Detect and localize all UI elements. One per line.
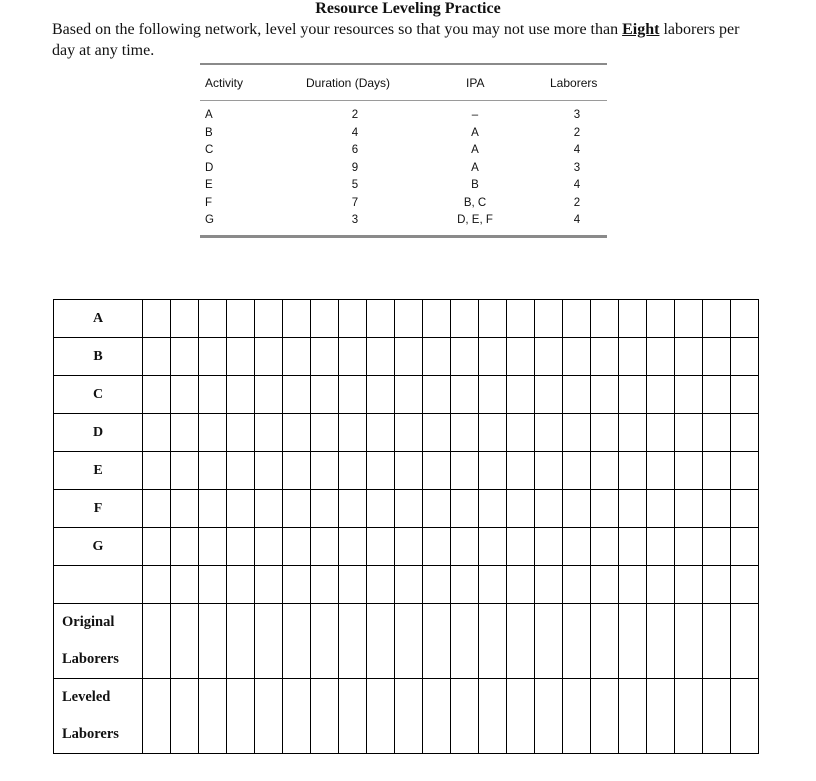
day-cell[interactable] (339, 376, 367, 414)
cell-laborers: 2 (573, 196, 581, 209)
table-bottom-rule (200, 235, 607, 238)
grid-row-d (54, 414, 759, 452)
day-cell[interactable] (311, 490, 339, 528)
day-cell[interactable] (731, 566, 759, 604)
day-cell[interactable] (171, 566, 199, 604)
day-cell[interactable] (591, 300, 619, 338)
header-ipa: IPA (466, 76, 485, 90)
day-cell[interactable] (395, 338, 423, 376)
day-cell[interactable] (199, 338, 227, 376)
day-cell[interactable] (507, 300, 535, 338)
day-cell[interactable] (451, 528, 479, 566)
day-cell[interactable] (395, 414, 423, 452)
day-cell[interactable] (199, 490, 227, 528)
instructions-text: Based on the following network, level your resources so that you may not use more than (52, 21, 623, 38)
grid-row-blank (54, 566, 759, 604)
day-cell[interactable] (451, 376, 479, 414)
day-cell[interactable] (311, 338, 339, 376)
day-cell[interactable] (703, 566, 731, 604)
day-cell[interactable] (731, 528, 759, 566)
day-cell[interactable] (339, 414, 367, 452)
cell-ipa: A (471, 161, 479, 174)
cell-laborers: 3 (573, 161, 581, 174)
day-cell[interactable] (395, 604, 423, 679)
day-cell[interactable] (703, 414, 731, 452)
day-cell[interactable] (507, 452, 535, 490)
header-laborers: Laborers (550, 76, 598, 90)
day-cell[interactable] (311, 528, 339, 566)
table-row (200, 212, 607, 230)
day-cell[interactable] (451, 414, 479, 452)
day-cell[interactable] (227, 376, 255, 414)
day-cell[interactable] (339, 452, 367, 490)
day-cell[interactable] (507, 338, 535, 376)
day-cell[interactable] (339, 338, 367, 376)
day-cell[interactable] (507, 566, 535, 604)
day-cell[interactable] (591, 490, 619, 528)
day-cell[interactable] (395, 452, 423, 490)
day-cell[interactable] (367, 566, 395, 604)
day-cell[interactable] (563, 604, 591, 679)
day-cell[interactable] (563, 414, 591, 452)
day-cell[interactable] (423, 679, 451, 754)
grid-row-a (54, 300, 759, 338)
day-cell[interactable] (535, 566, 563, 604)
table-header (200, 65, 607, 100)
day-cell[interactable] (367, 452, 395, 490)
day-cell[interactable] (703, 452, 731, 490)
day-cell[interactable] (563, 338, 591, 376)
day-cell[interactable] (339, 300, 367, 338)
day-cell[interactable] (479, 490, 507, 528)
day-cell[interactable] (535, 679, 563, 754)
table-row (200, 195, 607, 213)
cell-ipa: A (471, 126, 479, 139)
day-cell[interactable] (255, 452, 283, 490)
day-cell[interactable] (227, 528, 255, 566)
day-cell[interactable] (395, 376, 423, 414)
day-cell[interactable] (423, 528, 451, 566)
cell-ipa: B (471, 179, 479, 191)
day-cell[interactable] (311, 300, 339, 338)
cell-activity: A (205, 109, 213, 121)
day-cell[interactable] (479, 528, 507, 566)
day-cell[interactable] (675, 566, 703, 604)
day-cell[interactable] (143, 490, 171, 528)
day-cell[interactable] (395, 490, 423, 528)
day-cell[interactable] (675, 490, 703, 528)
day-cell[interactable] (619, 679, 647, 754)
cell-laborers: 4 (573, 179, 581, 191)
day-cell[interactable] (171, 679, 199, 754)
day-cell[interactable] (647, 300, 675, 338)
day-cell[interactable] (171, 376, 199, 414)
day-cell[interactable] (171, 528, 199, 566)
day-cell[interactable] (227, 679, 255, 754)
day-cell[interactable] (563, 376, 591, 414)
original-laborers-label-line: Original (62, 614, 115, 630)
day-cell[interactable] (171, 452, 199, 490)
grid-row-c (54, 376, 759, 414)
day-cell[interactable] (535, 528, 563, 566)
day-cell[interactable] (395, 300, 423, 338)
day-cell[interactable] (451, 300, 479, 338)
cell-activity: E (205, 179, 213, 191)
day-cell[interactable] (227, 490, 255, 528)
day-cell[interactable] (479, 414, 507, 452)
table-row (200, 142, 607, 160)
day-cell[interactable] (227, 566, 255, 604)
day-cell[interactable] (647, 414, 675, 452)
day-cell[interactable] (563, 490, 591, 528)
day-cell[interactable] (199, 452, 227, 490)
grid-row-g (54, 528, 759, 566)
day-cell[interactable] (423, 300, 451, 338)
day-cell[interactable] (283, 528, 311, 566)
day-cell[interactable] (283, 414, 311, 452)
day-cell[interactable] (507, 679, 535, 754)
day-cell[interactable] (283, 566, 311, 604)
day-cell[interactable] (339, 490, 367, 528)
day-cell[interactable] (535, 452, 563, 490)
day-cell[interactable] (591, 679, 619, 754)
day-cell[interactable] (703, 338, 731, 376)
day-cell[interactable] (675, 452, 703, 490)
day-cell[interactable] (423, 490, 451, 528)
day-cell[interactable] (283, 490, 311, 528)
day-cell[interactable] (199, 414, 227, 452)
cell-laborers: 4 (573, 144, 581, 156)
day-cell[interactable] (479, 376, 507, 414)
day-cell[interactable] (619, 376, 647, 414)
day-cell[interactable] (731, 490, 759, 528)
day-cell[interactable] (395, 528, 423, 566)
day-cell[interactable] (647, 566, 675, 604)
day-cell[interactable] (591, 528, 619, 566)
row-label: D (54, 414, 143, 452)
day-cell[interactable] (255, 414, 283, 452)
day-cell[interactable] (283, 679, 311, 754)
day-cell[interactable] (227, 452, 255, 490)
day-cell[interactable] (703, 604, 731, 679)
row-label: E (54, 452, 143, 490)
day-cell[interactable] (591, 338, 619, 376)
cell-duration: 6 (351, 144, 359, 156)
header-activity: Activity (205, 76, 244, 90)
day-cell[interactable] (395, 566, 423, 604)
max-laborers-emphasis: Eight (622, 21, 660, 38)
day-cell[interactable] (535, 338, 563, 376)
original-laborers-label (54, 604, 143, 679)
day-cell[interactable] (395, 679, 423, 754)
day-cell[interactable] (143, 452, 171, 490)
schedule-grid (53, 299, 759, 754)
cell-ipa: – (471, 109, 479, 121)
day-cell[interactable] (451, 490, 479, 528)
row-label: F (54, 490, 143, 528)
day-cell[interactable] (619, 604, 647, 679)
day-cell[interactable] (227, 604, 255, 679)
day-cell[interactable] (479, 679, 507, 754)
day-cell[interactable] (479, 300, 507, 338)
day-cell[interactable] (563, 566, 591, 604)
day-cell[interactable] (731, 300, 759, 338)
activity-table (200, 63, 607, 238)
day-cell[interactable] (367, 679, 395, 754)
day-cell[interactable] (675, 338, 703, 376)
day-cell[interactable] (339, 566, 367, 604)
day-cell[interactable] (507, 414, 535, 452)
day-cell[interactable] (647, 528, 675, 566)
day-cell[interactable] (311, 414, 339, 452)
cell-activity: D (205, 161, 214, 174)
day-cell[interactable] (619, 452, 647, 490)
day-cell[interactable] (255, 604, 283, 679)
day-cell[interactable] (731, 452, 759, 490)
day-cell[interactable] (451, 679, 479, 754)
leveled-laborers-label (54, 679, 143, 754)
header-duration: Duration (Days) (306, 76, 391, 90)
day-cell[interactable] (171, 490, 199, 528)
day-cell[interactable] (367, 300, 395, 338)
day-cell[interactable] (255, 679, 283, 754)
day-cell[interactable] (479, 604, 507, 679)
day-cell[interactable] (339, 528, 367, 566)
day-cell[interactable] (535, 300, 563, 338)
row-label: C (54, 376, 143, 414)
day-cell[interactable] (227, 300, 255, 338)
row-label: A (54, 300, 143, 338)
day-cell[interactable] (647, 338, 675, 376)
day-cell[interactable] (143, 604, 171, 679)
day-cell[interactable] (423, 452, 451, 490)
day-cell[interactable] (647, 679, 675, 754)
day-cell[interactable] (451, 452, 479, 490)
day-cell[interactable] (507, 604, 535, 679)
day-cell[interactable] (143, 414, 171, 452)
day-cell[interactable] (535, 414, 563, 452)
day-cell[interactable] (703, 490, 731, 528)
day-cell[interactable] (591, 604, 619, 679)
table-row (200, 107, 607, 125)
day-cell[interactable] (451, 338, 479, 376)
day-cell[interactable] (171, 604, 199, 679)
cell-duration: 9 (351, 161, 359, 174)
cell-duration: 3 (351, 214, 359, 226)
day-cell[interactable] (647, 376, 675, 414)
day-cell[interactable] (199, 376, 227, 414)
day-cell[interactable] (619, 490, 647, 528)
day-cell[interactable] (535, 376, 563, 414)
cell-duration: 5 (351, 179, 359, 191)
day-cell[interactable] (311, 452, 339, 490)
cell-ipa: A (471, 144, 479, 156)
day-cell[interactable] (563, 452, 591, 490)
row-label: B (54, 338, 143, 376)
day-cell[interactable] (563, 679, 591, 754)
cell-laborers: 4 (573, 214, 581, 226)
day-cell[interactable] (703, 528, 731, 566)
day-cell[interactable] (339, 604, 367, 679)
cell-activity: B (205, 126, 213, 139)
day-cell[interactable] (647, 604, 675, 679)
day-cell[interactable] (311, 604, 339, 679)
day-cell[interactable] (591, 414, 619, 452)
day-cell[interactable] (619, 414, 647, 452)
day-cell[interactable] (199, 300, 227, 338)
grid-row-f (54, 490, 759, 528)
day-cell[interactable] (171, 300, 199, 338)
day-cell[interactable] (143, 528, 171, 566)
day-cell[interactable] (367, 414, 395, 452)
day-cell[interactable] (311, 376, 339, 414)
day-cell[interactable] (227, 414, 255, 452)
day-cell[interactable] (255, 338, 283, 376)
day-cell[interactable] (255, 376, 283, 414)
day-cell[interactable] (199, 679, 227, 754)
day-cell[interactable] (675, 528, 703, 566)
day-cell[interactable] (479, 338, 507, 376)
day-cell[interactable] (255, 490, 283, 528)
day-cell[interactable] (479, 566, 507, 604)
day-cell[interactable] (507, 376, 535, 414)
original-laborers-label-line: Laborers (62, 651, 119, 667)
day-cell[interactable] (339, 679, 367, 754)
row-label: G (54, 528, 143, 566)
day-cell[interactable] (283, 338, 311, 376)
day-cell[interactable] (731, 679, 759, 754)
day-cell[interactable] (227, 338, 255, 376)
cell-activity: G (205, 214, 214, 226)
day-cell[interactable] (423, 414, 451, 452)
day-cell[interactable] (703, 300, 731, 338)
day-cell[interactable] (703, 376, 731, 414)
day-cell[interactable] (311, 679, 339, 754)
day-cell[interactable] (591, 452, 619, 490)
day-cell[interactable] (283, 604, 311, 679)
day-cell[interactable] (703, 679, 731, 754)
day-cell[interactable] (423, 604, 451, 679)
day-cell[interactable] (143, 679, 171, 754)
day-cell[interactable] (199, 566, 227, 604)
leveled-laborers-label-line: Laborers (62, 726, 119, 742)
day-cell[interactable] (619, 528, 647, 566)
day-cell[interactable] (171, 338, 199, 376)
grid-row-leveled-laborers (54, 679, 759, 754)
cell-ipa: B, C (463, 196, 487, 209)
day-cell[interactable] (479, 452, 507, 490)
cell-laborers: 3 (573, 109, 581, 121)
day-cell[interactable] (143, 300, 171, 338)
day-cell[interactable] (619, 300, 647, 338)
day-cell[interactable] (255, 300, 283, 338)
day-cell[interactable] (199, 604, 227, 679)
day-cell[interactable] (143, 376, 171, 414)
day-cell[interactable] (283, 452, 311, 490)
day-cell[interactable] (507, 528, 535, 566)
table-body (200, 101, 607, 235)
day-cell[interactable] (731, 376, 759, 414)
day-cell[interactable] (675, 414, 703, 452)
leveled-laborers-label-line: Leveled (62, 689, 111, 705)
day-cell[interactable] (283, 300, 311, 338)
cell-duration: 2 (351, 109, 359, 121)
day-cell[interactable] (507, 490, 535, 528)
table-row (200, 160, 607, 178)
day-cell[interactable] (731, 604, 759, 679)
day-cell[interactable] (535, 490, 563, 528)
day-cell[interactable] (171, 414, 199, 452)
cell-ipa: D, E, F (457, 214, 493, 226)
day-cell[interactable] (143, 566, 171, 604)
day-cell[interactable] (367, 490, 395, 528)
day-cell[interactable] (199, 528, 227, 566)
grid-row-original-laborers (54, 604, 759, 679)
day-cell[interactable] (675, 604, 703, 679)
day-cell[interactable] (423, 338, 451, 376)
grid-row-e (54, 452, 759, 490)
day-cell[interactable] (731, 414, 759, 452)
day-cell[interactable] (591, 566, 619, 604)
day-cell[interactable] (535, 604, 563, 679)
day-cell[interactable] (367, 376, 395, 414)
day-cell[interactable] (675, 679, 703, 754)
day-cell[interactable] (563, 300, 591, 338)
cell-duration: 4 (351, 126, 359, 139)
day-cell[interactable] (591, 376, 619, 414)
cell-duration: 7 (351, 196, 359, 209)
day-cell[interactable] (143, 338, 171, 376)
day-cell[interactable] (367, 528, 395, 566)
day-cell[interactable] (731, 338, 759, 376)
day-cell[interactable] (367, 338, 395, 376)
row-label (54, 566, 143, 604)
day-cell[interactable] (255, 528, 283, 566)
cell-laborers: 2 (573, 126, 581, 139)
day-cell[interactable] (647, 490, 675, 528)
instructions-text-end: laborers per day at any time. (52, 21, 740, 59)
day-cell[interactable] (619, 338, 647, 376)
table-row (200, 177, 607, 195)
instructions (52, 19, 752, 61)
day-cell[interactable] (283, 376, 311, 414)
day-cell[interactable] (563, 528, 591, 566)
cell-activity: F (205, 196, 213, 209)
day-cell[interactable] (255, 566, 283, 604)
day-cell[interactable] (423, 376, 451, 414)
day-cell[interactable] (675, 300, 703, 338)
day-cell[interactable] (675, 376, 703, 414)
grid-row-b (54, 338, 759, 376)
day-cell[interactable] (451, 566, 479, 604)
day-cell[interactable] (451, 604, 479, 679)
page-title: Resource Leveling Practice (315, 0, 501, 17)
day-cell[interactable] (619, 566, 647, 604)
cell-activity: C (205, 144, 214, 156)
day-cell[interactable] (423, 566, 451, 604)
day-cell[interactable] (311, 566, 339, 604)
table-row (200, 125, 607, 143)
day-cell[interactable] (647, 452, 675, 490)
day-cell[interactable] (367, 604, 395, 679)
